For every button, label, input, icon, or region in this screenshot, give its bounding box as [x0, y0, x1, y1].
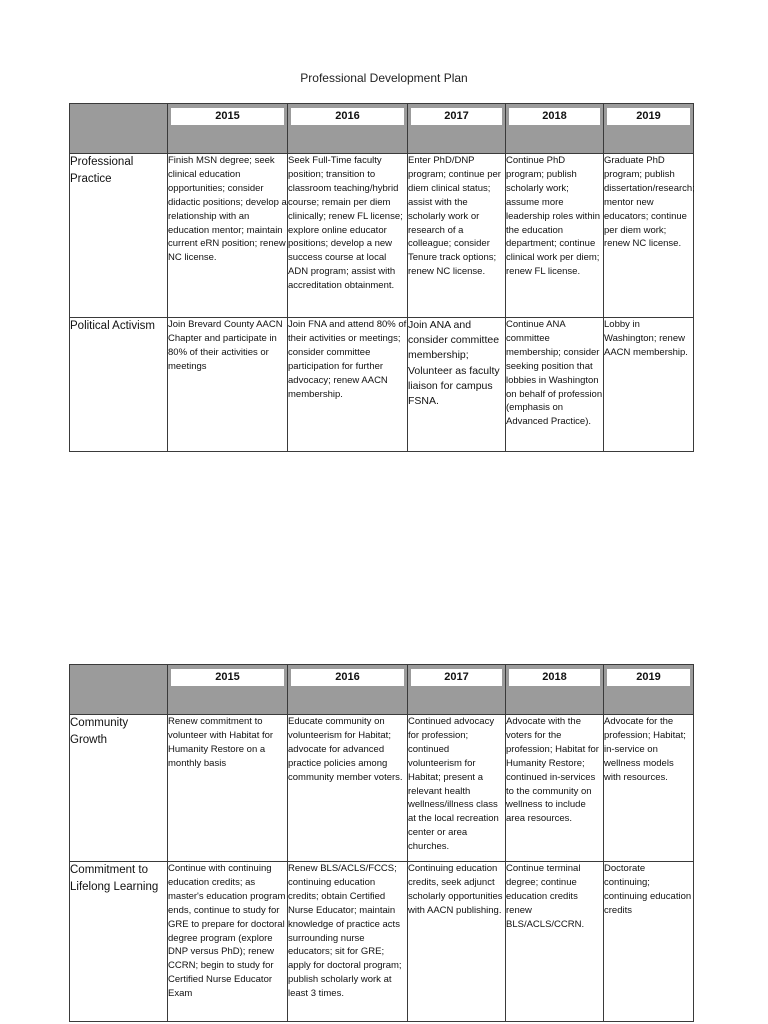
row-label: Community Growth	[70, 715, 168, 862]
plan-cell: Continue PhD program; publish scholarly work; assume more leadership roles within the education department; continue clinical work per diem; renew FL license.	[506, 154, 604, 318]
year-label: 2019	[607, 669, 690, 686]
plan-cell: Join FNA and attend 80% of their activities or meetings; consider committee participation for further advocacy; renew AACN membership.	[288, 318, 408, 452]
year-header-2017	[408, 665, 506, 715]
table-header-row	[70, 104, 694, 154]
year-header-2015	[168, 665, 288, 715]
plan-cell: Advocate with the voters for the profession; Habitat for Humanity Restore; continued in-services to the community on wellness to include area resources.	[506, 715, 604, 862]
plan-cell: Advocate for the profession; Habitat; in-service on wellness models with resources.	[604, 715, 694, 862]
year-header-2018	[506, 665, 604, 715]
year-label: 2018	[509, 669, 600, 686]
year-label: 2019	[607, 108, 690, 125]
plan-cell: Continue ANA committee membership; consider seeking position that lobbies in Washington on behalf of profession (emphasis on Advanced Practice).	[506, 318, 604, 452]
plan-cell: Continuing education credits, seek adjunct scholarly opportunities with AACN publishing.	[408, 862, 506, 1022]
table-row-professional-practice	[70, 154, 694, 318]
year-label: 2018	[509, 108, 600, 125]
plan-cell: Seek Full-Time faculty position; transition to classroom teaching/hybrid course; remain per diem clinically; renew FL license; explore online educator positions; develop a new success course at local ADN program; assist with accreditation obtainment.	[288, 154, 408, 318]
table-row-community-growth	[70, 715, 694, 862]
row-label: Political Activism	[70, 318, 168, 452]
plan-cell: Finish MSN degree; seek clinical education opportunities; consider didactic positions; develop a relationship with an education mentor; maintain current eRN position; renew NC license.	[168, 154, 288, 318]
table-header-row	[70, 665, 694, 715]
plan-cell: Doctorate continuing; continuing education credits	[604, 862, 694, 1022]
plan-cell: Educate community on volunteerism for Habitat; advocate for advanced practice policies among community member voters.	[288, 715, 408, 862]
plan-cell: Graduate PhD program; publish dissertation/research; mentor new educators; continue per diem work; renew NC license.	[604, 154, 694, 318]
year-label: 2015	[171, 669, 284, 686]
year-label: 2016	[291, 669, 404, 686]
plan-cell: Join Brevard County AACN Chapter and participate in 80% of their activities or meetings	[168, 318, 288, 452]
header-corner-cell	[70, 104, 168, 154]
plan-cell: Continue terminal degree; continue education credits renew BLS/ACLS/CCRN.	[506, 862, 604, 1022]
year-header-2015	[168, 104, 288, 154]
year-header-2016	[288, 104, 408, 154]
plan-cell: Join ANA and consider committee membership; Volunteer as faculty liaison for campus FSNA.	[408, 318, 506, 452]
year-header-2017	[408, 104, 506, 154]
year-label: 2017	[411, 108, 502, 125]
header-corner-cell	[70, 665, 168, 715]
document-title: Professional Development Plan	[300, 71, 468, 85]
year-label: 2015	[171, 108, 284, 125]
year-label: 2017	[411, 669, 502, 686]
row-label: Commitment to Lifelong Learning	[70, 862, 168, 1022]
table-row-lifelong-learning	[70, 862, 694, 1022]
year-header-2019	[604, 665, 694, 715]
table-row-political-activism	[70, 318, 694, 452]
plan-cell: Renew BLS/ACLS/FCCS; continuing education credits; obtain Certified Nurse Educator; maintain knowledge of practice acts surrounding nurse educators; sit for GRE; apply for doctoral program; publish scholarly work at least 3 times.	[288, 862, 408, 1022]
year-label: 2016	[291, 108, 404, 125]
year-header-2016	[288, 665, 408, 715]
year-header-2018	[506, 104, 604, 154]
plan-cell: Enter PhD/DNP program; continue per diem clinical status; assist with the scholarly work or research of a colleague; consider Tenure track options; renew NC license.	[408, 154, 506, 318]
year-header-2019	[604, 104, 694, 154]
development-plan-table-2	[69, 664, 694, 1022]
plan-cell: Continued advocacy for profession; continued volunteerism for Habitat; present a relevant health wellness/illness class at the local recreation center or area churches.	[408, 715, 506, 862]
plan-cell: Renew commitment to volunteer with Habitat for Humanity Restore on a monthly basis	[168, 715, 288, 862]
plan-cell: Lobby in Washington; renew AACN membership.	[604, 318, 694, 452]
plan-cell: Continue with continuing education credits; as master's education program ends, continue to study for GRE to prepare for doctoral degree program (explore DNP versus PhD); renew CCRN; begin to study for Certified Nurse Educator Exam	[168, 862, 288, 1022]
development-plan-table-1	[69, 103, 694, 452]
row-label: Professional Practice	[70, 154, 168, 318]
